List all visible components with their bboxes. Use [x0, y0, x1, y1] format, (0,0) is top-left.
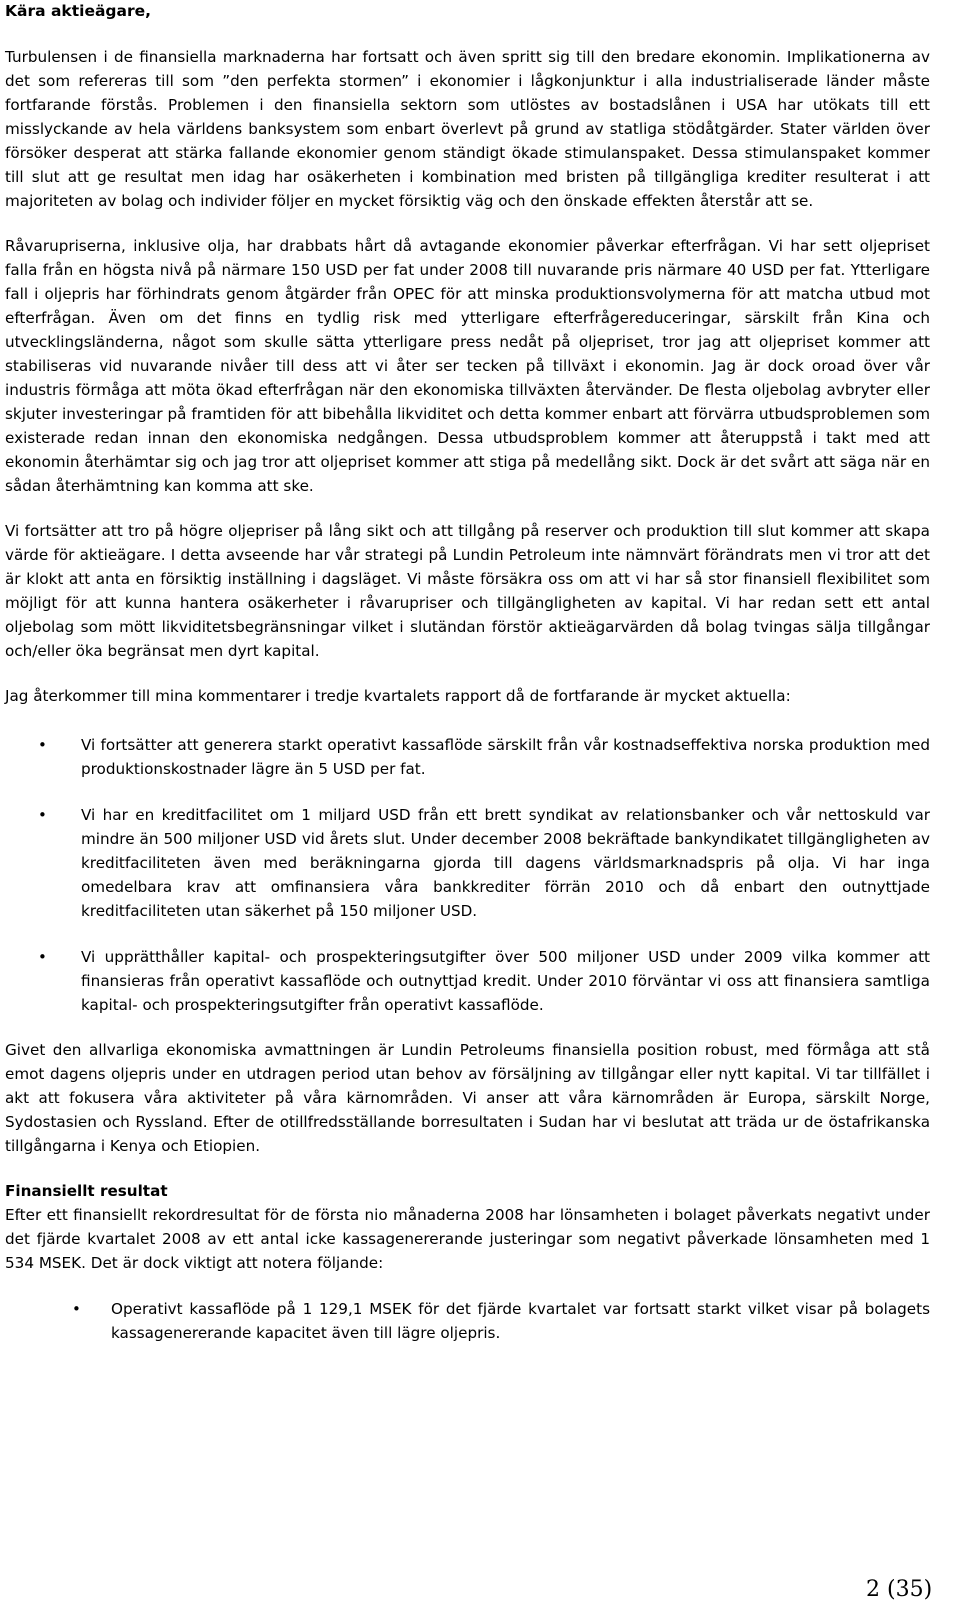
- list-item: [5, 1297, 930, 1345]
- page-number: 2 (35): [866, 1577, 933, 1602]
- list-item-text: Vi upprätthåller kapital- och prospekteringsutgifter över 500 miljoner USD under 2009 vilka kommer att finansieras från operativt kassaflöde och outnyttjad kredit. Under 2010 förväntar vi oss att finansiera samtliga kapital- och prospekteringsutgifter från operativt kassaflöde.: [81, 948, 930, 1014]
- bullet-list-q3: [5, 733, 930, 1017]
- list-item-text: Vi har en kreditfacilitet om 1 miljard USD från ett brett syndikat av relationsbanker och vår nettoskuld var mindre än 500 miljoner USD vid årets slut. Under december 2008 bekräftade bankyndikatet tillgängligheten av kreditfaciliteten även med beräkningarna gjorda till dagens världsmarknadspris på olja. Vi har inga omedelbara krav att omfinansiera våra bankkrediter förrän 2010 och då enbart den outnyttjade kreditfaciliteten utan säkerhet på 150 miljoner USD.: [81, 806, 930, 920]
- letter-heading: Kära aktieägare,: [5, 2, 152, 20]
- paragraph-turbulence: Turbulensen i de finansiella marknaderna har fortsatt och även spritt sig till den bredare ekonomin. Implikationerna av det som refereras till som ”den perfekta stormen” i ekonomier i lågkonjunktur i alla industrialiserade länder måste fortfarande förstås. Problemen i den finansiella sektorn som utlöstes av bostadslånen i USA har utökats till ett misslyckande av hela världens banksystem som enbart överlevt på grund av statliga stödåtgärder. Stater världen över försöker desperat att stärka fallande ekonomier genom ständigt ökade stimulanspaket. Dessa stimulanspaket kommer till slut att ge resultat men idag har osäkerheten i kombination med bristen på tillgängliga krediter resulterat i att majoriteten av bolag och individer följer en mycket försiktig väg och den önskade effekten återstår att se.: [5, 48, 930, 210]
- bullet-icon: •: [38, 806, 47, 824]
- list-item: [5, 733, 930, 781]
- list-item: [5, 945, 930, 1017]
- bullet-icon: •: [72, 1300, 81, 1318]
- paragraph-financial-result: Efter ett finansiellt rekordresultat för de första nio månaderna 2008 har lönsamheten i bolaget påverkats negativt under det fjärde kvartalet 2008 av ett antal icke kassagenererande justeringar som negativt påverkade lönsamheten med 1 534 MSEK. Det är dock viktigt att notera följande:: [5, 1206, 930, 1272]
- bullet-icon: •: [38, 948, 47, 966]
- section-heading-financial-result: Finansiellt resultat: [5, 1182, 168, 1200]
- paragraph-q3-comments: Jag återkommer till mina kommentarer i tredje kvartalets rapport då de fortfarande är mycket aktuella:: [5, 687, 791, 705]
- list-item-text: Vi fortsätter att generera starkt operativt kassaflöde särskilt från vår kostnadseffektiva norska produktion med produktionskostnader lägre än 5 USD per fat.: [81, 736, 930, 778]
- list-item-text: Operativt kassaflöde på 1 129,1 MSEK för det fjärde kvartalet var fortsatt starkt vilket visar på bolagets kassagenererande kapacitet även till lägre oljepris.: [111, 1300, 930, 1342]
- list-item: [5, 803, 930, 923]
- bullet-list-financial: [5, 1297, 930, 1345]
- bullet-icon: •: [38, 736, 47, 754]
- paragraph-commodity-prices: Råvarupriserna, inklusive olja, har drabbats hårt då avtagande ekonomier påverkar efterfrågan. Vi har sett oljepriset falla från en högsta nivå på närmare 150 USD per fat under 2008 till nuvarande pris närmare 40 USD per fat. Ytterligare fall i oljepris har förhindrats genom åtgärder från OPEC för att minska produktionsvolymerna för att matcha utbud mot efterfrågan. Även om det finns en tydlig risk med ytterligare efterfrågereduceringar, särskilt från Kina och utvecklingsländerna, något som skulle sätta ytterligare press nedåt på oljepriset, tror jag att oljepriset kommer att stabiliseras vid nuvarande nivåer till dess att vi åter ser tecken på tillväxt i ekonomin. Jag är dock oroad över vår industris förmåga att möta ökad efterfrågan när den ekonomiska tillväxten återvänder. De flesta oljebolag avbryter eller skjuter investeringar på framtiden för att bibehålla likviditet och detta kommer enbart att förvärra utbudsproblemen som existerade redan innan den ekonomiska nedgången. Dessa utbudsproblem kommer att återuppstå i takt med att ekonomin återhämtar sig och jag tror att oljepriset kommer att stiga på medellång sikt. Dock är det svårt att säga när en sådan återhämtning kan komma att ske.: [5, 237, 930, 495]
- document-page: [5, 0, 930, 1345]
- paragraph-financial-position: Givet den allvarliga ekonomiska avmattningen är Lundin Petroleums finansiella position robust, med förmåga att stå emot dagens oljepris under en utdragen period utan behov av försäljning av tillgångar eller nytt kapital. Vi tar tillfället i akt att fokusera våra aktiviteter på våra kärnområden. Vi anser att våra kärnområden är Europa, särskilt Norge, Sydostasien och Ryssland. Efter de otillfredsställande borresultaten i Sudan har vi beslutat att träda ur de östafrikanska tillgångarna i Kenya och Etiopien.: [5, 1041, 930, 1155]
- paragraph-strategy: Vi fortsätter att tro på högre oljepriser på lång sikt och att tillgång på reserver och produktion till slut kommer att skapa värde för aktieägare. I detta avseende har vår strategi på Lundin Petroleum inte nämnvärt förändrats men vi tror att det är klokt att anta en försiktig inställning i dagsläget. Vi måste försäkra oss om att vi har så stor finansiell flexibilitet som möjligt för att kunna hantera osäkerheter i råvarupriser och tillgängligheten av kapital. Vi har redan sett ett antal oljebolag som mött likviditetsbegränsningar vilket i slutändan förstör aktieägarvärden då bolag tvingas sälja tillgångar och/eller öka begränsat men dyrt kapital.: [5, 522, 930, 660]
